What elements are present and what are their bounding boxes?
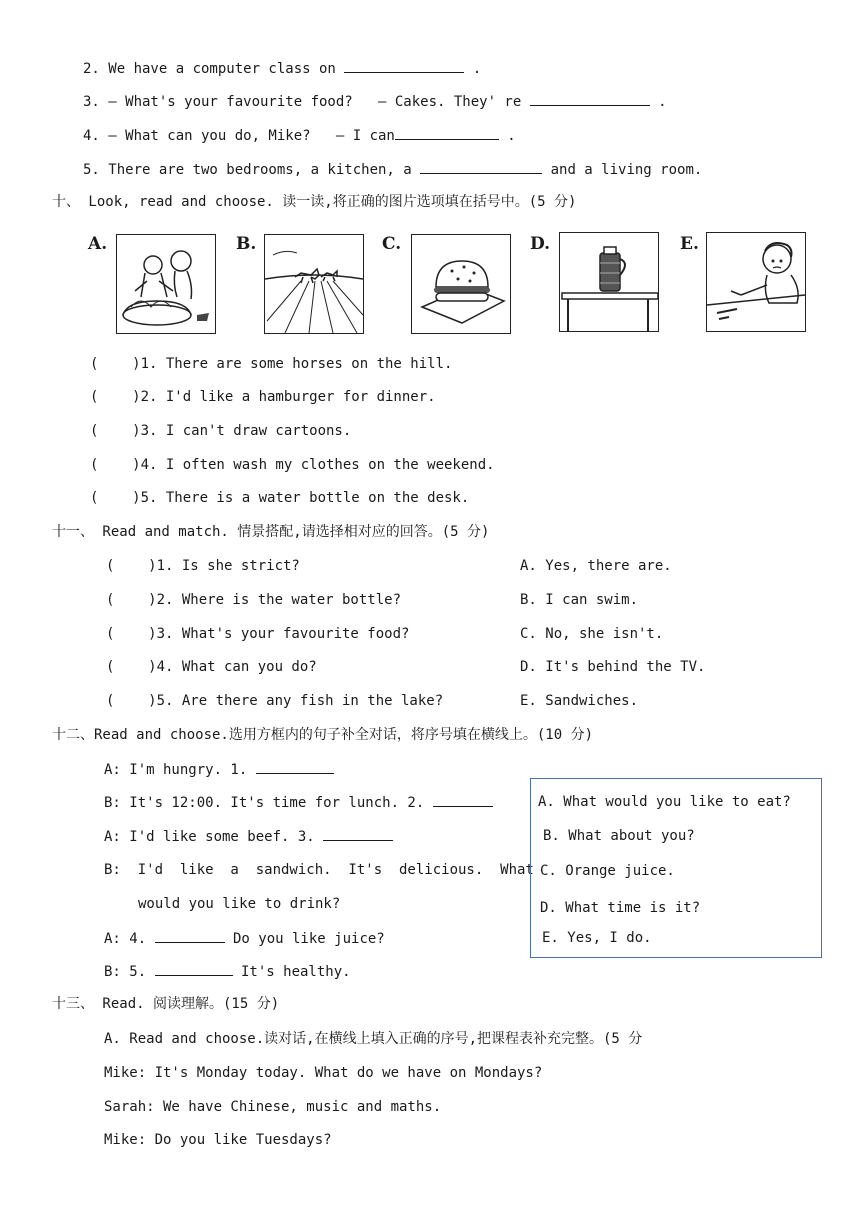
dialogue-line: A: I'm hungry. 1. (104, 759, 334, 780)
answer-blank[interactable] (344, 58, 464, 73)
section-13-subheading: A. Read and choose.读对话,在横线上填入正确的序号,把课程表补充完整。(5 分 (104, 1031, 643, 1047)
water-bottle-on-desk-icon (559, 232, 659, 332)
section-11-heading: 十一、 Read and match. 情景搭配,请选择相对应的回答。(5 分) (52, 524, 490, 540)
section-11-answer: A. Yes, there are. (520, 558, 672, 574)
answer-blank[interactable] (530, 91, 650, 106)
section-10-item: ( )5. There is a water bottle on the desk. (90, 490, 470, 506)
dialogue-line: A: 4. Do you like juice? (104, 928, 385, 949)
section-11-question: ( )3. What's your favourite food? (106, 626, 410, 642)
answer-blank[interactable] (433, 792, 493, 807)
option-item: B. What about you? (543, 828, 695, 844)
section-11-question: ( )1. Is she strict? (106, 558, 300, 574)
section-10-item: ( )3. I can't draw cartoons. (90, 423, 352, 439)
reading-line: Mike: It's Monday today. What do we have on Mondays? (104, 1065, 543, 1081)
picture-label: B. (236, 234, 257, 254)
dialogue-line: B: I'd like a sandwich. It's delicious. What (104, 862, 534, 878)
hamburger-icon (411, 234, 511, 334)
section-10-item: ( )1. There are some horses on the hill. (90, 356, 453, 372)
section-10-item: ( )4. I often wash my clothes on the weekend. (90, 457, 495, 473)
horses-on-hill-icon (264, 234, 364, 334)
answer-blank[interactable] (155, 961, 233, 976)
dialogue-line: A: I'd like some beef. 3. (104, 826, 393, 847)
option-item: C. Orange juice. (540, 863, 675, 879)
option-item: E. Yes, I do. (542, 930, 652, 946)
picture-label: D. (530, 234, 551, 254)
answer-blank[interactable] (323, 826, 393, 841)
option-item: A. What would you like to eat? (538, 794, 791, 810)
fill-in-q3: 3. — What's your favourite food? — Cakes. They' re . (83, 91, 667, 112)
fill-in-q5: 5. There are two bedrooms, a kitchen, a and a living room. (83, 159, 702, 180)
section-12-heading: 十二、Read and choose.选用方框内的句子补全对话，将序号填在横线上。(10 分) (52, 727, 594, 743)
fill-in-q4: 4. — What can you do, Mike? — I can . (83, 125, 516, 146)
fill-in-q2: 2. We have a computer class on . (83, 58, 481, 79)
section-10-heading: 十、 Look, read and choose. 读一读,将正确的图片选项填在括号中。(5 分) (52, 194, 577, 210)
section-11-answer: D. It's behind the TV. (520, 659, 706, 675)
picture-label: E. (680, 234, 699, 254)
picture-label: C. (382, 234, 402, 254)
section-11-question: ( )4. What can you do? (106, 659, 317, 675)
section-11-question: ( )5. Are there any fish in the lake? (106, 693, 444, 709)
section-11-question: ( )2. Where is the water bottle? (106, 592, 402, 608)
section-13-heading: 十三、 Read. 阅读理解。(15 分) (52, 996, 280, 1012)
answer-blank[interactable] (256, 759, 334, 774)
answer-blank[interactable] (395, 125, 499, 140)
dialogue-line: would you like to drink? (138, 896, 341, 912)
section-11-answer: B. I can swim. (520, 592, 639, 608)
section-11-answer: C. No, she isn't. (520, 626, 664, 642)
reading-line: Mike: Do you like Tuesdays? (104, 1132, 332, 1148)
washing-clothes-icon (116, 234, 216, 334)
answer-blank[interactable] (155, 928, 225, 943)
section-10-item: ( )2. I'd like a hamburger for dinner. (90, 389, 436, 405)
picture-label: A. (88, 234, 108, 254)
option-item: D. What time is it? (540, 900, 701, 916)
boy-drawing-icon (706, 232, 806, 332)
dialogue-line: B: It's 12:00. It's time for lunch. 2. (104, 792, 493, 813)
answer-blank[interactable] (420, 159, 542, 174)
section-11-answer: E. Sandwiches. (520, 693, 639, 709)
dialogue-line: B: 5. It's healthy. (104, 961, 351, 982)
reading-line: Sarah: We have Chinese, music and maths. (104, 1099, 442, 1115)
